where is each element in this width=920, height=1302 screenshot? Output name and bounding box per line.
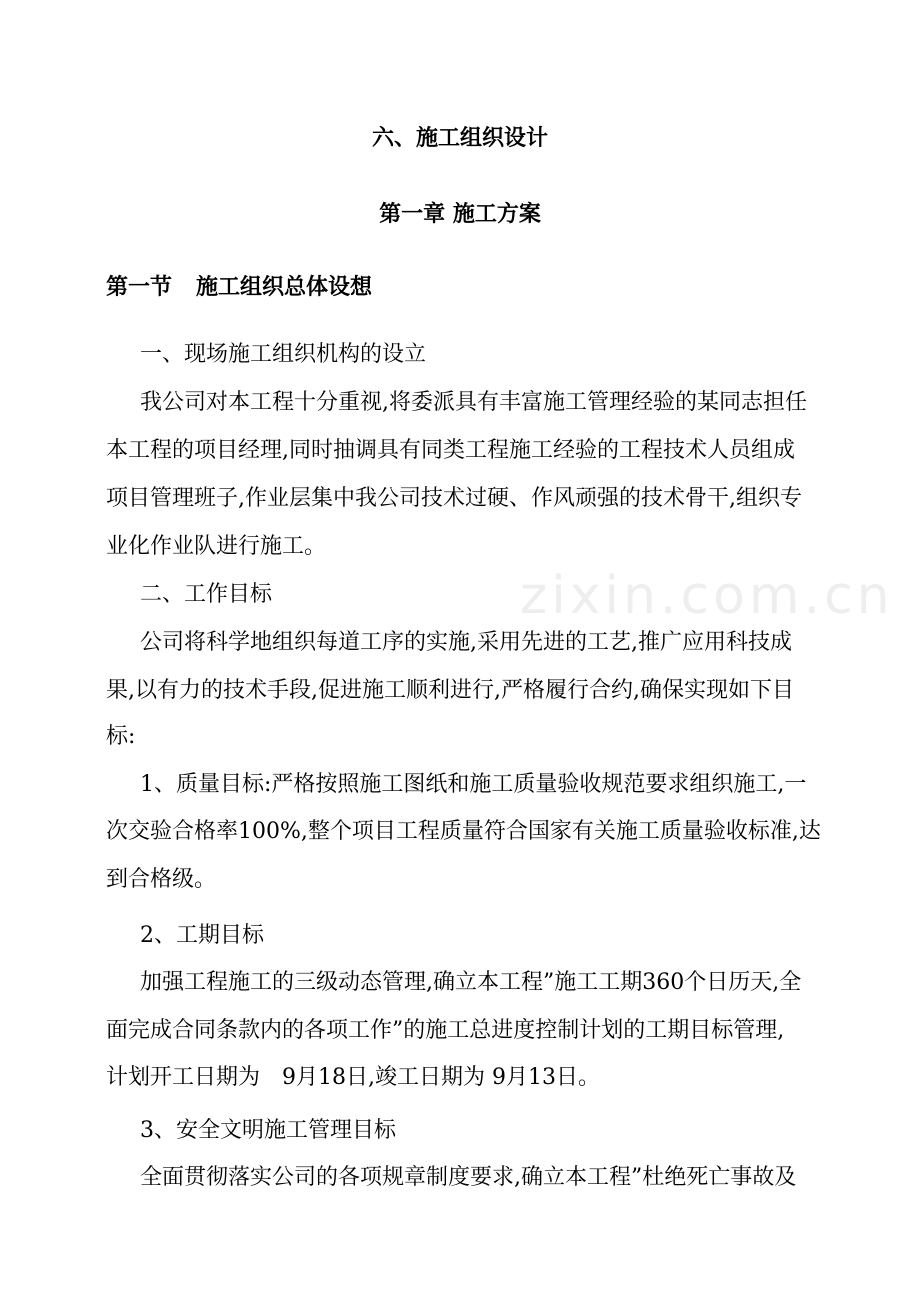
paragraph-line: 计划开工日期为 9月18日,竣工日期为 9月13日。	[106, 1065, 600, 1090]
paragraph-line: 次交验合格率100%,整个项目工程质量符合国家有关施工质量验收标准,达	[106, 819, 821, 844]
paragraph-line: 面完成合同条款内的各项工作”的施工总进度控制计划的工期目标管理,	[106, 1018, 785, 1043]
section-title: 施工组织总体设想	[196, 274, 373, 300]
paragraph-line: 标:	[106, 724, 136, 749]
subheading-schedule: 2、工期目标	[140, 923, 264, 948]
paragraph-line: 公司将科学地组织每道工序的实施,采用先进的工艺,推广应用科技成	[140, 630, 792, 655]
watermark: zixin.com.cn	[520, 566, 894, 626]
chapter-title: 第一章 施工方案	[379, 201, 541, 227]
paragraph-line: 加强工程施工的三级动态管理,确立本工程”施工工期360个日历天,全	[140, 970, 802, 995]
paragraph-line: 项目管理班子,作业层集中我公司技术过硬、作风顽强的技术骨干,组织专	[106, 486, 802, 511]
paragraph-line: 本工程的项目经理,同时抽调具有同类工程施工经验的工程技术人员组成	[106, 438, 795, 463]
paragraph-line: 到合格级。	[106, 867, 217, 892]
subheading-goals: 二、工作目标	[140, 582, 273, 607]
subheading-organization: 一、现场施工组织机构的设立	[140, 342, 427, 367]
section-number: 第一节	[106, 274, 173, 300]
paragraph-line: 我公司对本工程十分重视,将委派具有丰富施工管理经验的某同志担任	[140, 390, 807, 415]
subheading-safety: 3、安全文明施工管理目标	[140, 1118, 396, 1143]
paragraph-line: 业化作业队进行施工。	[106, 534, 327, 559]
paragraph-line: 果,以有力的技术手段,促进施工顺利进行,严格履行合约,确保实现如下目	[106, 678, 794, 703]
section-heading	[106, 268, 372, 306]
paragraph-line: 全面贯彻落实公司的各项规章制度要求,确立本工程”杜绝死亡事故及	[140, 1165, 797, 1190]
paragraph-line: 1、质量目标:严格按照施工图纸和施工质量验收规范要求组织施工,一	[140, 772, 807, 797]
document-title: 六、施工组织设计	[371, 125, 548, 151]
